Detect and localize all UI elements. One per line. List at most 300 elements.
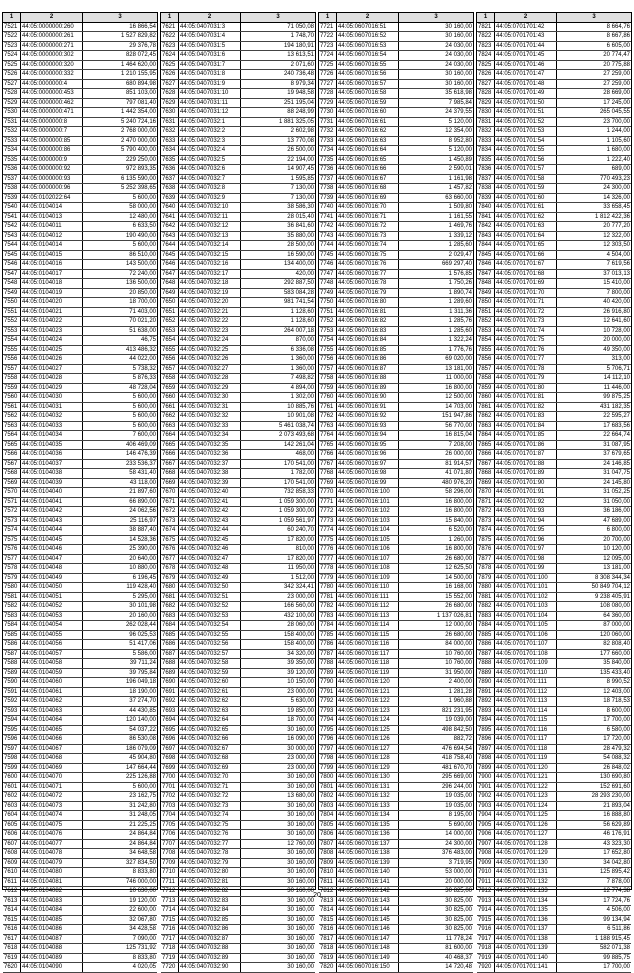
row-number: 7620 xyxy=(3,963,21,972)
row-number: 7771 xyxy=(319,498,337,507)
table-row xyxy=(161,460,315,470)
row-number: 7563 xyxy=(3,422,21,431)
value-cell: 18 190,00 xyxy=(129,688,156,695)
row-number: 7859 xyxy=(477,384,495,393)
row-number: 7824 xyxy=(477,51,495,60)
row-number: 7876 xyxy=(477,545,495,554)
table-row xyxy=(161,678,315,688)
table-row xyxy=(319,194,473,204)
cadastral-number: 44:05:0701701:48 xyxy=(495,80,557,89)
table-row xyxy=(319,175,473,185)
cadastral-number: 44:05:0407032:20 xyxy=(179,298,241,307)
value-cell: 8 952,80 xyxy=(448,137,472,144)
cadastral-number: 44:05:0607016:61 xyxy=(337,118,399,127)
value-cell: 30 000,00 xyxy=(287,745,314,752)
table-row xyxy=(3,99,157,109)
table-row xyxy=(161,365,315,375)
cadastral-number: 44:05:0104031 xyxy=(21,403,83,412)
value-cell: 16 800,00 xyxy=(445,498,472,505)
table-row xyxy=(477,137,631,147)
row-number: 7616 xyxy=(3,925,21,934)
value-cell: 30 160,00 xyxy=(287,964,314,970)
table-row xyxy=(477,213,631,223)
value-cell: 264 007,18 xyxy=(283,327,314,334)
row-number: 7749 xyxy=(319,289,337,298)
table-row xyxy=(319,507,473,517)
row-number: 7711 xyxy=(161,878,179,887)
row-number: 7601 xyxy=(3,783,21,792)
value-cell: 12 500,00 xyxy=(445,394,472,400)
table-row xyxy=(477,260,631,270)
column-header: 3 xyxy=(276,14,280,20)
row-number: 7623 xyxy=(161,42,179,51)
row-number: 7641 xyxy=(161,213,179,222)
table-row xyxy=(161,194,315,204)
row-number: 7847 xyxy=(477,270,495,279)
value-cell: 30 160,00 xyxy=(287,831,314,837)
value-cell: 28 479,32 xyxy=(603,745,630,752)
row-number: 7687 xyxy=(161,650,179,659)
table-row xyxy=(319,944,473,954)
table-row xyxy=(161,355,315,365)
table-row xyxy=(477,498,631,508)
cadastral-number: 44:05:0607016:144 xyxy=(337,906,399,915)
cadastral-number: 44:05:0607016:147 xyxy=(337,935,399,944)
value-cell: 5 690,00 xyxy=(448,821,472,828)
row-number: 7598 xyxy=(3,754,21,763)
table-row xyxy=(477,241,631,251)
cadastral-number: 44:05:0701701:112 xyxy=(495,688,557,697)
value-cell: 44 430,85 xyxy=(129,707,156,714)
table-row xyxy=(3,545,157,555)
row-number: 7863 xyxy=(477,422,495,431)
row-number: 7839 xyxy=(477,194,495,203)
value-cell: 240 736,48 xyxy=(283,71,314,77)
row-number: 7845 xyxy=(477,251,495,260)
cadastral-number: 44:05:0407032:21 xyxy=(179,308,241,317)
row-number: 7627 xyxy=(161,80,179,89)
row-number: 7631 xyxy=(161,118,179,127)
row-number: 7814 xyxy=(319,906,337,915)
row-number: 7844 xyxy=(477,241,495,250)
cadastral-number: 44:05:0607016:115 xyxy=(337,631,399,640)
column-header: 2 xyxy=(337,13,399,22)
row-number: 7861 xyxy=(477,403,495,412)
cadastral-number: 44:05:0701701:52 xyxy=(495,118,557,127)
value-cell: 21 225,25 xyxy=(129,821,156,828)
cadastral-number: 44:05:0701701:119 xyxy=(495,754,557,763)
value-cell: 20 774,47 xyxy=(603,52,630,58)
row-number: 7774 xyxy=(319,526,337,535)
row-number: 7719 xyxy=(161,954,179,963)
row-number: 7799 xyxy=(319,764,337,773)
cadastral-number: 44:05:0607016:91 xyxy=(337,403,399,412)
cadastral-number: 44:05:0104059 xyxy=(21,669,83,678)
table-row xyxy=(319,650,473,660)
value-cell: 16 800,00 xyxy=(445,546,472,552)
cadastral-number: 44:05:0701701:61 xyxy=(495,203,557,212)
cadastral-number: 44:05:0407032:76 xyxy=(179,830,241,839)
value-cell: 14 703,00 xyxy=(445,403,472,410)
value-cell: 11 950,00 xyxy=(287,565,314,571)
value-cell: 71 403,00 xyxy=(129,308,156,315)
row-number: 7758 xyxy=(319,374,337,383)
row-number: 7693 xyxy=(161,707,179,716)
cadastral-number: 44:05:0407032:44 xyxy=(179,526,241,535)
table-row xyxy=(319,536,473,546)
table-row xyxy=(161,536,315,546)
table-row xyxy=(477,384,631,394)
table-row xyxy=(3,251,157,261)
value-cell: 30 160,00 xyxy=(287,802,314,809)
cadastral-number: 44:05:0701701:116 xyxy=(495,726,557,735)
row-number: 7526 xyxy=(3,70,21,79)
row-number: 7903 xyxy=(477,802,495,811)
row-number: 7754 xyxy=(319,336,337,345)
cadastral-number: 44:05:0607016:133 xyxy=(337,802,399,811)
cadastral-number: 44:05:0104035 xyxy=(21,441,83,450)
table-row xyxy=(3,868,157,878)
cadastral-number: 44:05:0701701:135 xyxy=(495,906,557,915)
value-cell: 28 500,00 xyxy=(287,242,314,248)
column-header: 2 xyxy=(495,13,557,22)
row-number: 7527 xyxy=(3,80,21,89)
cadastral-number: 44:05:0701701:96 xyxy=(495,536,557,545)
value-cell: 186 079,09 xyxy=(125,745,156,752)
row-number: 7638 xyxy=(161,184,179,193)
cadastral-number: 44:05:0607016:135 xyxy=(337,821,399,830)
cadastral-number: 44:05:0701701:54 xyxy=(495,137,557,146)
cadastral-number: 44:05:0407032:28 xyxy=(179,374,241,383)
value-cell: 5 600,00 xyxy=(132,394,156,400)
cadastral-number: 44:05:0701701:122 xyxy=(495,783,557,792)
table-row xyxy=(477,61,631,71)
cadastral-number: 44:05:0407032:67 xyxy=(179,745,241,754)
row-number: 7783 xyxy=(319,612,337,621)
row-number: 7780 xyxy=(319,583,337,592)
row-number: 7784 xyxy=(319,621,337,630)
table-row xyxy=(3,327,157,337)
table-row xyxy=(161,422,315,432)
row-number: 7843 xyxy=(477,232,495,241)
row-number: 7558 xyxy=(3,374,21,383)
value-cell: 468,00 xyxy=(295,451,314,457)
cadastral-number: 44:05:0407031:8 xyxy=(179,70,241,79)
row-number: 7592 xyxy=(3,697,21,706)
value-cell: 9 238 405,91 xyxy=(594,593,630,600)
row-number: 7888 xyxy=(477,659,495,668)
cadastral-number: 44:05:0104086 xyxy=(21,925,83,934)
cadastral-number: 44:05:0104013 xyxy=(21,213,83,222)
cadastral-number: 44:05:0607016:87 xyxy=(337,365,399,374)
value-cell: 7 130,00 xyxy=(290,194,314,201)
row-number: 7667 xyxy=(161,460,179,469)
table-row xyxy=(477,545,631,555)
table-row xyxy=(3,488,157,498)
table-row xyxy=(319,811,473,821)
table-row xyxy=(319,564,473,574)
row-number: 7851 xyxy=(477,308,495,317)
cadastral-number: 44:05:0701701:47 xyxy=(495,70,557,79)
row-number: 7593 xyxy=(3,707,21,716)
cadastral-number: 44:05:0607016:65 xyxy=(337,156,399,165)
row-number: 7793 xyxy=(319,707,337,716)
row-number: 7892 xyxy=(477,697,495,706)
cadastral-number: 44:05:0407032:80 xyxy=(179,868,241,877)
table-row xyxy=(3,108,157,118)
value-cell: 1 776,76 xyxy=(448,346,472,353)
table-row xyxy=(161,441,315,451)
cadastral-number: 44:05:0701701:66 xyxy=(495,251,557,260)
cadastral-number: 44:05:0607016:126 xyxy=(337,735,399,744)
row-number: 7644 xyxy=(161,241,179,250)
value-cell: 413 486,32 xyxy=(125,346,156,353)
cadastral-number: 44:05:0104067 xyxy=(21,745,83,754)
table-row xyxy=(319,384,473,394)
row-number: 7645 xyxy=(161,251,179,260)
table-row xyxy=(161,469,315,479)
row-number: 7639 xyxy=(161,194,179,203)
value-cell: 158 400,00 xyxy=(283,641,314,647)
value-cell: 5 600,00 xyxy=(132,783,156,790)
value-cell: 25 116,97 xyxy=(129,517,156,524)
table-row xyxy=(477,745,631,755)
value-cell: 25 390,00 xyxy=(129,546,156,552)
row-number: 7632 xyxy=(161,127,179,136)
row-number: 7883 xyxy=(477,612,495,621)
table-row xyxy=(319,298,473,308)
value-cell: 87 000,00 xyxy=(603,622,630,628)
cadastral-number: 44:05:0701701:127 xyxy=(495,830,557,839)
value-cell: 20 640,00 xyxy=(129,555,156,562)
row-number: 7695 xyxy=(161,726,179,735)
table-row xyxy=(319,697,473,707)
cadastral-number: 44:05:0407032:38 xyxy=(179,469,241,478)
value-cell: 5 600,00 xyxy=(132,413,156,419)
table-row xyxy=(319,963,473,973)
cadastral-number: 44:05:0102022:64 xyxy=(21,194,83,203)
cadastral-number: 44:05:0607016:58 xyxy=(337,89,399,98)
cadastral-number: 44:05:0607016:66 xyxy=(337,165,399,174)
row-number: 7530 xyxy=(3,108,21,117)
cadastral-number: 44:05:0607016:56 xyxy=(337,70,399,79)
row-number: 7606 xyxy=(3,830,21,839)
value-cell: 50 849 704,12 xyxy=(591,584,630,590)
value-cell: 15 410,00 xyxy=(603,280,630,286)
table-row xyxy=(161,70,315,80)
table-row xyxy=(319,526,473,536)
value-cell: 5 790 400,00 xyxy=(120,147,156,153)
row-number: 7622 xyxy=(161,32,179,41)
cadastral-number: 44:05:0607016:125 xyxy=(337,726,399,735)
cadastral-number: 44:05:0607016:143 xyxy=(337,897,399,906)
column-header: 3 xyxy=(118,14,122,20)
row-number: 7610 xyxy=(3,868,21,877)
row-number: 7552 xyxy=(3,317,21,326)
value-cell: 1 339,12 xyxy=(448,232,472,239)
table-row xyxy=(477,127,631,137)
value-cell: 17 652,80 xyxy=(603,850,630,856)
row-number: 7568 xyxy=(3,469,21,478)
cadastral-number: 44:05:0607016:149 xyxy=(337,954,399,963)
value-cell: 39 711,24 xyxy=(129,660,156,666)
cadastral-number: 44:05:0104077 xyxy=(21,840,83,849)
value-cell: 30 160,00 xyxy=(287,774,314,780)
table-row xyxy=(3,916,157,926)
value-cell: 22 194,00 xyxy=(287,156,314,163)
value-cell: 30 825,00 xyxy=(445,926,472,932)
row-number: 7671 xyxy=(161,498,179,507)
value-cell: 1 360,00 xyxy=(290,365,314,372)
cadastral-number: 44:05:0701701:136 xyxy=(495,916,557,925)
value-cell: 30 160,00 xyxy=(287,907,314,913)
value-cell: 20 160,00 xyxy=(129,612,156,619)
cadastral-number: 44:05:0104072 xyxy=(21,792,83,801)
row-number: 7548 xyxy=(3,279,21,288)
row-number: 7887 xyxy=(477,650,495,659)
cadastral-number: 44:05:0104049 xyxy=(21,574,83,583)
row-number: 7732 xyxy=(319,127,337,136)
table-row xyxy=(319,954,473,964)
cadastral-number: 44:05:0701701:83 xyxy=(495,412,557,421)
value-cell: 30 160,00 xyxy=(287,897,314,904)
value-cell: 5 120,00 xyxy=(448,118,472,125)
value-cell: 31 047,75 xyxy=(603,470,630,476)
row-number: 7565 xyxy=(3,441,21,450)
row-number: 7637 xyxy=(161,175,179,184)
cadastral-number: 44:05:0104036 xyxy=(21,450,83,459)
row-number: 7678 xyxy=(161,564,179,573)
value-cell: 1 244,00 xyxy=(606,128,630,134)
value-cell: 88 248,99 xyxy=(287,109,314,115)
table-row xyxy=(161,526,315,536)
table-row xyxy=(477,175,631,185)
value-cell: 46 176,91 xyxy=(603,831,630,837)
value-cell: 797 081,40 xyxy=(125,99,156,106)
cadastral-number: 44:05:0000000:4 xyxy=(21,80,83,89)
value-cell: 1 322,24 xyxy=(448,337,472,343)
row-number: 7633 xyxy=(161,137,179,146)
cadastral-number: 44:05:0701701:86 xyxy=(495,441,557,450)
row-number: 7765 xyxy=(319,441,337,450)
value-cell: 54 088,32 xyxy=(603,755,630,761)
table-row xyxy=(477,251,631,261)
table-row xyxy=(161,42,315,52)
cadastral-number: 44:05:0407032:52 xyxy=(179,602,241,611)
row-number: 7882 xyxy=(477,602,495,611)
table-row xyxy=(3,118,157,128)
table-row xyxy=(3,165,157,175)
row-number: 7714 xyxy=(161,906,179,915)
cadastral-number: 44:05:0104038 xyxy=(21,469,83,478)
row-number: 7916 xyxy=(477,925,495,934)
row-number: 7525 xyxy=(3,61,21,70)
cadastral-number: 44:05:0607016:93 xyxy=(337,422,399,431)
table-row xyxy=(477,355,631,365)
value-cell: 1 059 300,00 xyxy=(278,508,314,514)
row-number: 7815 xyxy=(319,916,337,925)
cadastral-number: 44:05:0407032:7 xyxy=(179,175,241,184)
table-row xyxy=(3,688,157,698)
row-number: 7658 xyxy=(161,374,179,383)
row-number: 7655 xyxy=(161,346,179,355)
value-cell: 30 160,00 xyxy=(287,954,314,961)
value-cell: 1 680,00 xyxy=(606,147,630,153)
value-cell: 810,00 xyxy=(295,546,314,552)
table-row xyxy=(477,688,631,698)
row-number: 7706 xyxy=(161,830,179,839)
row-number: 7885 xyxy=(477,631,495,640)
table-row xyxy=(477,194,631,204)
value-cell: 8 664,76 xyxy=(606,23,630,30)
table-row xyxy=(161,735,315,745)
row-number: 7763 xyxy=(319,422,337,431)
table-row xyxy=(477,89,631,99)
row-number: 7769 xyxy=(319,479,337,488)
cadastral-number: 44:05:0000000:332 xyxy=(21,70,83,79)
row-number: 7635 xyxy=(161,156,179,165)
cadastral-number: 44:05:0607016:108 xyxy=(337,564,399,573)
table-row xyxy=(477,507,631,517)
row-number: 7856 xyxy=(477,355,495,364)
value-cell: 29 376,78 xyxy=(129,42,156,49)
table-row xyxy=(319,716,473,726)
value-cell: 58 431,40 xyxy=(129,470,156,476)
table-row xyxy=(3,146,157,156)
table-row xyxy=(477,840,631,850)
cadastral-number: 44:05:0104047 xyxy=(21,555,83,564)
row-number: 7707 xyxy=(161,840,179,849)
value-cell: 6 800,00 xyxy=(606,527,630,533)
row-number: 7553 xyxy=(3,327,21,336)
cadastral-number: 44:05:0407032:77 xyxy=(179,840,241,849)
row-number: 7619 xyxy=(3,954,21,963)
row-number: 7828 xyxy=(477,89,495,98)
row-number: 7611 xyxy=(3,878,21,887)
row-number: 7523 xyxy=(3,42,21,51)
table-row xyxy=(477,70,631,80)
cadastral-number: 44:05:0701701:70 xyxy=(495,289,557,298)
value-cell: 1 059 300,00 xyxy=(278,498,314,505)
table-row xyxy=(477,479,631,489)
value-cell: 38 586,30 xyxy=(287,204,314,210)
cadastral-number: 44:05:0701701:97 xyxy=(495,545,557,554)
row-number: 7878 xyxy=(477,564,495,573)
row-number: 7791 xyxy=(319,688,337,697)
row-number: 7854 xyxy=(477,336,495,345)
table-row xyxy=(3,631,157,641)
row-number: 7724 xyxy=(319,51,337,60)
value-cell: 770 493,23 xyxy=(599,175,630,182)
value-cell: 16 800,00 xyxy=(445,508,472,514)
cadastral-number: 44:05:0701701:105 xyxy=(495,621,557,630)
row-number: 7617 xyxy=(3,935,21,944)
value-cell: 1 285,76 xyxy=(448,318,472,324)
value-cell: 7 600,00 xyxy=(132,432,156,438)
table-row xyxy=(161,127,315,137)
value-cell: 2 029,47 xyxy=(448,251,472,258)
value-cell: 37 679,65 xyxy=(603,451,630,457)
table-row xyxy=(3,954,157,964)
cadastral-number: 44:05:0607016:89 xyxy=(337,384,399,393)
row-number: 7822 xyxy=(477,32,495,41)
value-cell: 6 605,00 xyxy=(606,42,630,49)
cadastral-number: 44:05:0407031:4 xyxy=(179,32,241,41)
cadastral-number: 44:05:0607016:55 xyxy=(337,61,399,70)
table-row xyxy=(477,574,631,584)
value-cell: 53 000,00 xyxy=(445,869,472,875)
table-row xyxy=(3,156,157,166)
